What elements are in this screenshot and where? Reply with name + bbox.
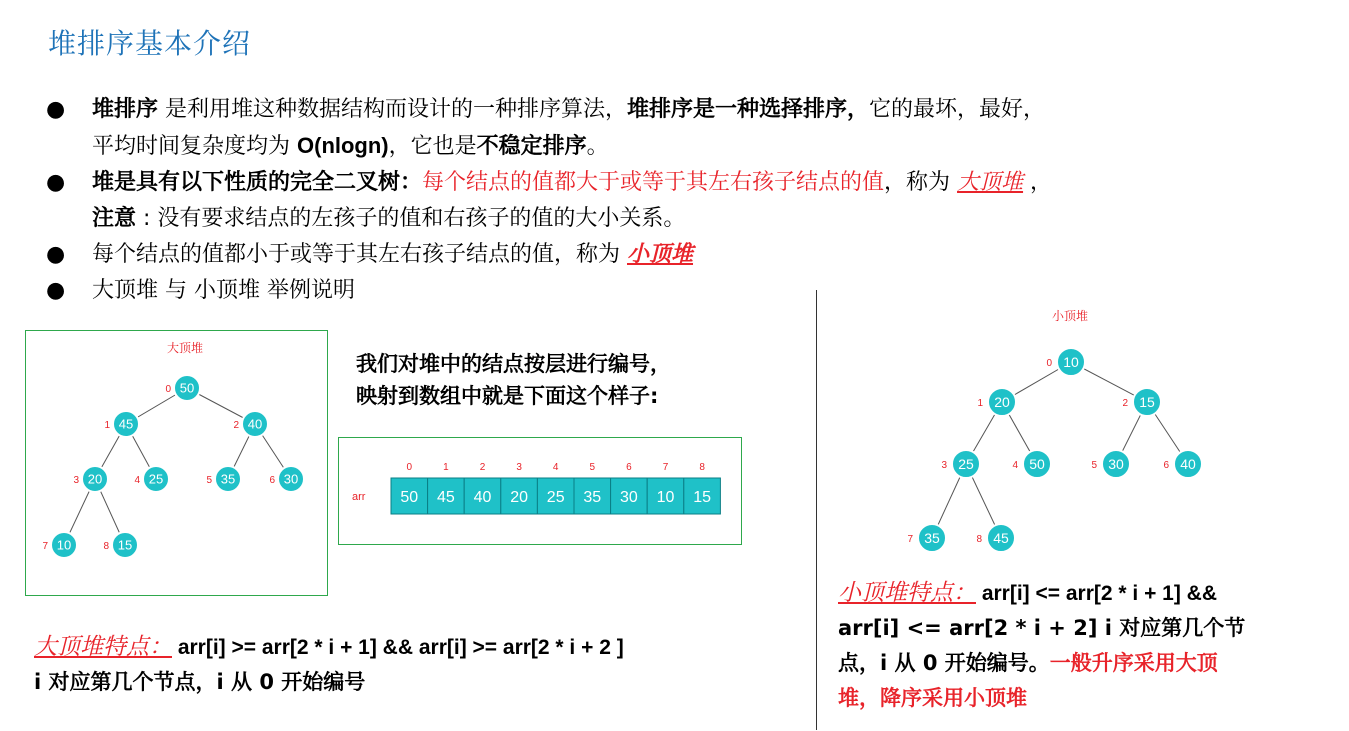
bullet1-part9: 。 [586, 134, 609, 159]
bullet1-part6: O(nlogn) [297, 133, 389, 158]
heap-node-index: 2 [1122, 398, 1128, 409]
bullet2-part1: 堆是具有以下性质的完全二叉树： [92, 170, 423, 195]
small-feature-line3b: 一般升序采用大顶 [1049, 651, 1218, 675]
bullet1-part4: 它的最坏，最好， [869, 97, 1046, 122]
heap-node-index: 1 [104, 420, 110, 431]
big-heap-diagram [25, 330, 326, 594]
array-cell-value: 50 [400, 489, 419, 506]
heap-node-value: 10 [1063, 354, 1079, 371]
array-desc-line2: 映射到数组中就是下面这个样子: [356, 384, 659, 408]
heap-node-value: 25 [148, 471, 164, 487]
array-cell-value: 40 [473, 489, 492, 506]
array-description [356, 348, 671, 412]
array-index: 5 [589, 462, 596, 473]
array-index: 2 [479, 462, 486, 473]
big-feature-line2: i 对应第几个节点，i 从 0 开始编号 [34, 670, 366, 694]
heap-node-value: 35 [924, 530, 940, 547]
heap-node-index: 7 [42, 541, 48, 552]
heap-node-index: 6 [1163, 460, 1169, 471]
page-title: 堆排序基本介绍 [48, 27, 252, 60]
heap-node-index: 5 [1091, 460, 1097, 471]
array-index: 0 [406, 462, 413, 473]
heap-node-index: 6 [269, 475, 275, 486]
heap-node-index: 7 [907, 534, 913, 545]
bullet1-part2: 是利用堆这种数据结构而设计的一种排序算法， [158, 97, 628, 122]
bullet3-part1: 每个结点的值都小于或等于其左右孩子结点的值，称为 [92, 242, 627, 267]
bullet1-part7: ，它也是 [388, 134, 477, 159]
bullet-item-2 [44, 165, 1324, 237]
array-cell-value: 35 [583, 489, 602, 506]
array-cell-value: 25 [546, 489, 565, 506]
heap-node-index: 0 [1046, 358, 1052, 369]
heap-node-value: 10 [56, 537, 72, 553]
heap-node-value: 30 [283, 471, 299, 487]
heap-node-value: 50 [179, 380, 195, 396]
bullet-dot: ● [46, 170, 66, 195]
array-diagram [338, 437, 740, 543]
heap-node-index: 1 [977, 398, 983, 409]
bullet1-part1: 堆排序 [92, 97, 159, 122]
bullet-dot: ● [46, 242, 66, 267]
array-cell-value: 20 [510, 489, 528, 506]
array-index: 7 [662, 462, 669, 473]
heap-label: 大顶堆 [166, 341, 204, 355]
heap-node-value: 45 [118, 416, 134, 432]
bullet-item-1 [44, 92, 1324, 165]
bullet4-part1: 大顶堆 与 小顶堆 举例说明 [92, 278, 355, 303]
heap-node-value: 40 [1180, 456, 1196, 473]
big-feature-label: 大顶堆特点： [34, 634, 172, 660]
heap-node-index: 3 [941, 460, 947, 471]
bullet2-part6: 注意 [92, 206, 137, 231]
small-feature-line4: 堆，降序采用小顶堆 [838, 686, 1027, 710]
heap-node-index: 2 [233, 420, 239, 431]
small-feature-formula2: arr[i] <= arr[2 * i + 2] i 对应第几个节 [838, 616, 1246, 640]
small-feature-formula1: arr[i] <= arr[2 * i + 1] && [976, 582, 1218, 605]
heap-node-value: 25 [958, 456, 974, 473]
small-feature-line3a: 点，i 从 0 开始编号。 [838, 651, 1050, 675]
heap-node-value: 20 [87, 471, 103, 487]
small-heap-diagram [890, 300, 1220, 570]
bullet2-part2: 每个结点的值都大于或等于其左右孩子结点的值 [422, 170, 885, 195]
array-index: 6 [626, 462, 632, 473]
heap-node-index: 4 [1012, 460, 1018, 471]
array-index: 8 [699, 462, 705, 473]
bullet2-part5: ， [1023, 170, 1053, 195]
array-label: arr [352, 491, 366, 503]
bullet1-part5: 平均时间复杂度均为 [92, 134, 297, 159]
bullet1-part3: 堆排序是一种选择排序， [627, 97, 870, 122]
bullet1-part8: 不稳定排序 [476, 134, 587, 159]
bullet-dot: ● [46, 97, 66, 122]
bullet2-part4: 大顶堆 [957, 170, 1024, 195]
big-heap-feature [34, 630, 794, 699]
heap-node-index: 0 [165, 384, 171, 395]
small-heap-feature [838, 576, 1338, 716]
heap-node-value: 15 [117, 537, 133, 553]
bullet2-part7: : 没有要求结点的左孩子的值和右孩子的值的大小关系。 [136, 206, 686, 231]
array-index: 3 [516, 462, 522, 473]
divider-line [816, 290, 817, 730]
heap-node-index: 8 [103, 541, 109, 552]
heap-node-value: 30 [1108, 456, 1124, 473]
heap-node-index: 4 [134, 475, 140, 486]
heap-node-value: 15 [1139, 394, 1155, 411]
small-feature-label: 小顶堆特点： [838, 580, 976, 606]
heap-node-value: 20 [994, 394, 1010, 411]
array-cell-value: 30 [620, 489, 638, 506]
array-cell-value: 10 [656, 489, 675, 506]
heap-node-value: 40 [247, 416, 263, 432]
heap-label: 小顶堆 [1051, 309, 1089, 323]
bullet-dot: ● [46, 278, 66, 303]
bullet3-part2: 小顶堆 [627, 242, 694, 267]
array-index: 1 [443, 462, 449, 473]
bullet-item-3 [44, 237, 1324, 273]
bullet2-part3: ，称为 [884, 170, 958, 195]
big-feature-formula: arr[i] >= arr[2 * i + 1] && arr[i] >= arr[2 * i + 2 ] [172, 636, 624, 659]
heap-node-value: 45 [993, 530, 1009, 547]
heap-node-index: 5 [206, 475, 212, 486]
heap-node-value: 35 [220, 471, 236, 487]
array-cell-value: 15 [693, 489, 711, 506]
array-desc-line1: 我们对堆中的结点按层进行编号， [356, 352, 671, 376]
heap-node-index: 8 [976, 534, 982, 545]
array-index: 4 [552, 462, 559, 473]
bullet-list [44, 92, 1324, 309]
heap-node-value: 50 [1029, 456, 1045, 473]
heap-node-index: 3 [73, 475, 79, 486]
array-cell-value: 45 [437, 489, 455, 506]
